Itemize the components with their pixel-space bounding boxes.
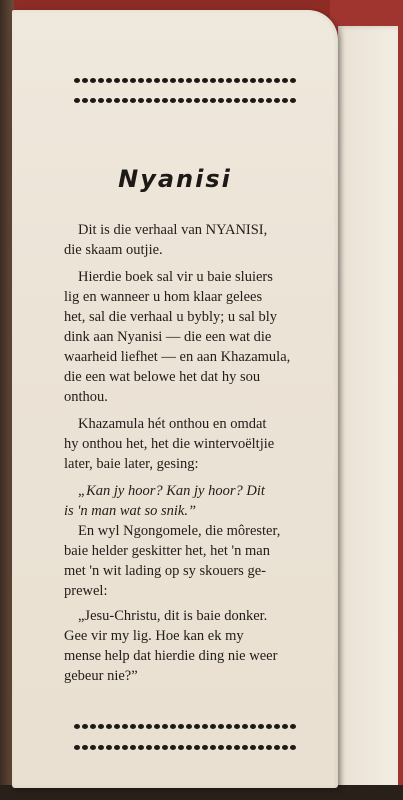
ornament-dot	[234, 724, 240, 729]
ornament-dot	[282, 98, 288, 103]
text-line: Hierdie boek sal vir u baie sluiers	[78, 269, 273, 285]
ornament-dot	[106, 745, 112, 750]
text-line: Gee vir my lig. Hoe kan ek my	[64, 628, 244, 644]
ornament-dot	[266, 724, 272, 729]
ornament-dot	[250, 724, 256, 729]
ornament-dot	[250, 745, 256, 750]
decorative-border-top-1	[74, 76, 296, 84]
ornament-dot	[258, 745, 264, 750]
ornament-dot	[154, 724, 160, 729]
ornament-dot	[178, 98, 184, 103]
decorative-border-bottom-1	[74, 722, 296, 730]
paragraph-6	[64, 606, 302, 686]
text-line: Dit is die verhaal van NYANISI,	[78, 222, 268, 238]
ornament-dot	[122, 98, 128, 103]
ornament-dot	[146, 745, 152, 750]
ornament-dot	[242, 745, 248, 750]
ornament-dot	[74, 745, 80, 750]
text-line: „Kan jy hoor? Kan jy hoor? Dit	[78, 483, 265, 499]
ornament-dot	[274, 745, 280, 750]
ornament-dot	[226, 78, 232, 83]
ornament-dot	[194, 78, 200, 83]
ornament-dot	[138, 98, 144, 103]
ornament-dot	[74, 98, 80, 103]
ornament-dot	[106, 98, 112, 103]
ornament-dot	[178, 745, 184, 750]
ornament-dot	[210, 724, 216, 729]
ornament-dot	[186, 745, 192, 750]
ornament-dot	[114, 724, 120, 729]
ornament-dot	[162, 98, 168, 103]
ornament-dot	[170, 745, 176, 750]
ornament-dot	[154, 745, 160, 750]
text-line: „Jesu-Christu, dit is baie donker.	[78, 608, 268, 624]
text-line: waarheid liefhet — en aan Khazamula,	[64, 349, 291, 365]
ornament-dot	[266, 98, 272, 103]
ornament-dot	[74, 78, 80, 83]
ornament-dot	[138, 78, 144, 83]
paragraph-2	[64, 267, 302, 407]
text-line: baie helder geskitter het, het 'n man	[64, 543, 270, 559]
text-line: dink aan Nyanisi — die een wat die	[64, 329, 272, 345]
ornament-dot	[170, 724, 176, 729]
text-line: later, baie later, gesing:	[64, 456, 199, 472]
ornament-dot	[282, 78, 288, 83]
ornament-dot	[194, 745, 200, 750]
ornament-dot	[154, 98, 160, 103]
ornament-dot	[90, 724, 96, 729]
ornament-dot	[218, 98, 224, 103]
paragraph-4-quote	[64, 481, 302, 521]
ornament-dot	[290, 745, 296, 750]
ornament-dot	[186, 724, 192, 729]
ornament-dot	[258, 78, 264, 83]
ornament-dot	[202, 745, 208, 750]
ornament-dot	[130, 724, 136, 729]
ornament-dot	[90, 745, 96, 750]
ornament-dot	[226, 745, 232, 750]
ornament-dot	[74, 724, 80, 729]
ornament-dot	[242, 78, 248, 83]
ornament-dot	[90, 78, 96, 83]
ornament-dot	[114, 98, 120, 103]
ornament-dot	[290, 78, 296, 83]
ornament-dot	[82, 78, 88, 83]
ornament-dot	[170, 98, 176, 103]
ornament-dot	[266, 78, 272, 83]
ornament-dot	[146, 78, 152, 83]
ornament-dot	[234, 745, 240, 750]
ornament-dot	[218, 78, 224, 83]
ornament-dot	[202, 78, 208, 83]
text-line: onthou.	[64, 389, 108, 405]
text-line: met 'n wit lading op sy skouers ge-	[64, 563, 266, 579]
text-line: Khazamula hét onthou en omdat	[78, 416, 267, 432]
text-line: En wyl Ngongomele, die môrester,	[78, 523, 281, 539]
paragraph-3	[64, 414, 302, 474]
ornament-dot	[202, 98, 208, 103]
ornament-dot	[226, 724, 232, 729]
ornament-dot	[218, 724, 224, 729]
ornament-dot	[130, 78, 136, 83]
ornament-dot	[234, 98, 240, 103]
ornament-dot	[210, 98, 216, 103]
ornament-dot	[218, 745, 224, 750]
ornament-dot	[98, 745, 104, 750]
dust-jacket-flap	[12, 10, 338, 788]
ornament-dot	[234, 78, 240, 83]
text-line: die een wat belowe het dat hy sou	[64, 369, 261, 385]
ornament-dot	[274, 98, 280, 103]
ornament-dot	[290, 98, 296, 103]
ornament-dot	[154, 78, 160, 83]
ornament-dot	[98, 98, 104, 103]
ornament-dot	[258, 724, 264, 729]
text-line: hy onthou het, het die wintervoëltjie	[64, 436, 275, 452]
text-line: lig en wanneer u hom klaar gelees	[64, 289, 263, 305]
ornament-dot	[106, 724, 112, 729]
ornament-dot	[122, 745, 128, 750]
page-title: Nyanisi	[118, 165, 232, 193]
ornament-dot	[162, 724, 168, 729]
ornament-dot	[210, 745, 216, 750]
ornament-dot	[178, 78, 184, 83]
ornament-dot	[274, 724, 280, 729]
ornament-dot	[202, 724, 208, 729]
ornament-dot	[130, 745, 136, 750]
decorative-border-top-2	[74, 96, 296, 104]
ornament-dot	[250, 78, 256, 83]
ornament-dot	[90, 98, 96, 103]
ornament-dot	[186, 98, 192, 103]
paragraph-5	[64, 521, 302, 601]
ornament-dot	[250, 98, 256, 103]
decorative-border-bottom-2	[74, 743, 296, 751]
text-line: het, sal die verhaal u bybly; u sal bly	[64, 309, 278, 325]
ornament-dot	[114, 78, 120, 83]
text-line: prewel:	[64, 583, 108, 599]
ornament-dot	[138, 745, 144, 750]
ornament-dot	[162, 745, 168, 750]
ornament-dot	[226, 98, 232, 103]
ornament-dot	[194, 724, 200, 729]
ornament-dot	[82, 745, 88, 750]
ornament-dot	[146, 724, 152, 729]
ornament-dot	[242, 98, 248, 103]
inner-endpaper	[338, 26, 398, 796]
ornament-dot	[266, 745, 272, 750]
paragraph-1	[64, 220, 302, 260]
ornament-dot	[130, 98, 136, 103]
ornament-dot	[178, 724, 184, 729]
ornament-dot	[82, 724, 88, 729]
text-line: mense help dat hierdie ding nie weer	[64, 648, 278, 664]
ornament-dot	[258, 98, 264, 103]
ornament-dot	[290, 724, 296, 729]
ornament-dot	[114, 745, 120, 750]
ornament-dot	[82, 98, 88, 103]
ornament-dot	[242, 724, 248, 729]
text-line: die skaam outjie.	[64, 242, 163, 258]
ornament-dot	[274, 78, 280, 83]
ornament-dot	[194, 98, 200, 103]
ornament-dot	[162, 78, 168, 83]
ornament-dot	[106, 78, 112, 83]
ornament-dot	[210, 78, 216, 83]
ornament-dot	[122, 724, 128, 729]
ornament-dot	[282, 724, 288, 729]
text-line: is 'n man wat so snik.”	[64, 503, 197, 519]
ornament-dot	[146, 98, 152, 103]
ornament-dot	[138, 724, 144, 729]
ornament-dot	[170, 78, 176, 83]
ornament-dot	[186, 78, 192, 83]
ornament-dot	[98, 78, 104, 83]
text-line: gebeur nie?”	[64, 668, 138, 684]
ornament-dot	[98, 724, 104, 729]
ornament-dot	[282, 745, 288, 750]
ornament-dot	[122, 78, 128, 83]
